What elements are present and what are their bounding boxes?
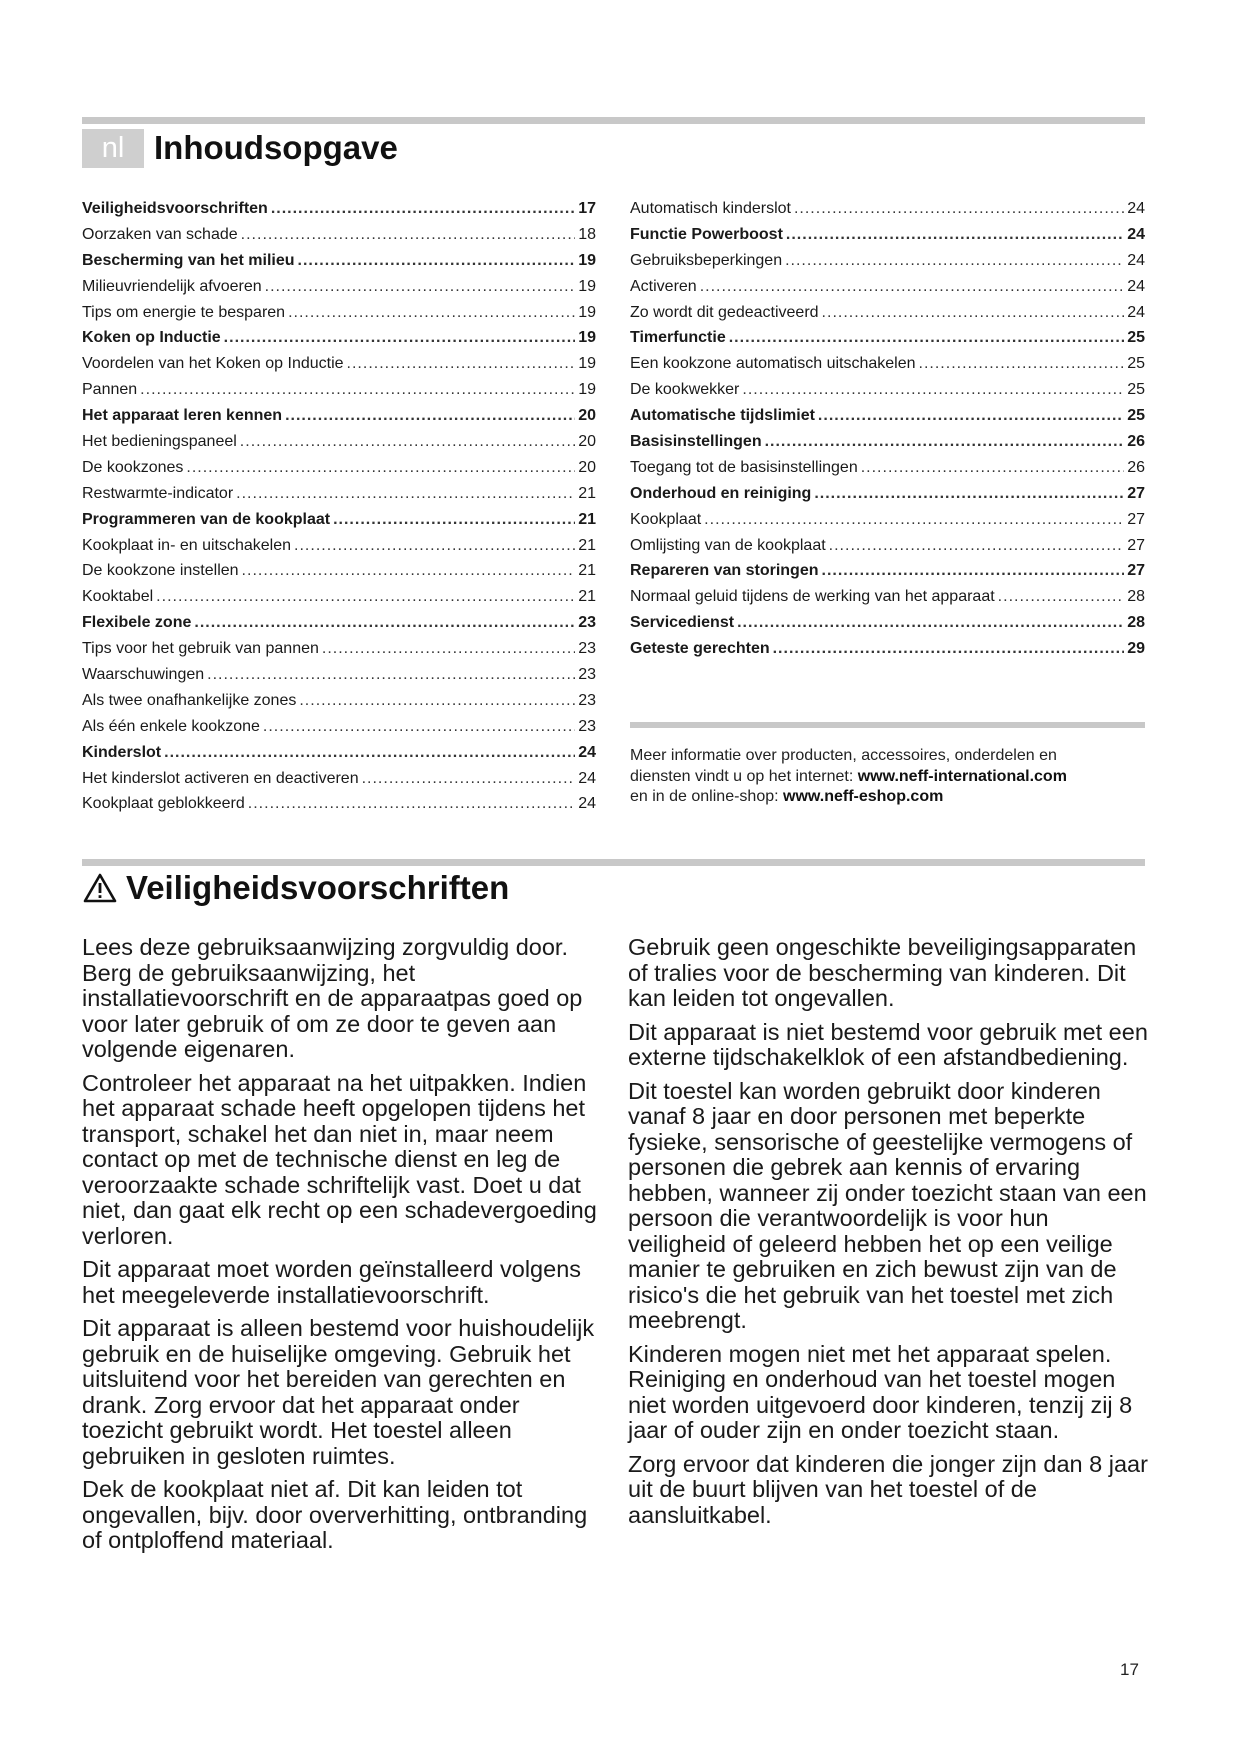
toc-entry[interactable]	[630, 481, 1145, 507]
toc-entry-page: 18	[578, 225, 596, 243]
toc-entry-page: 24	[578, 795, 596, 813]
toc-dot-leader	[794, 196, 1124, 222]
toc-entry-label: Gebruiksbeperkingen	[630, 251, 783, 269]
toc-entry-page: 26	[1127, 458, 1145, 476]
toc-dot-leader	[737, 610, 1124, 636]
toc-entry[interactable]	[82, 196, 596, 222]
toc-entry[interactable]	[630, 325, 1145, 351]
toc-entry[interactable]	[630, 533, 1145, 559]
safety-title: Veiligheidsvoorschriften	[126, 869, 510, 906]
toc-dot-leader	[236, 481, 575, 507]
safety-paragraph: Dit toestel kan worden gebruikt door kinderen vanaf 8 jaar en door personen met beperkte fysieke, sensorische of geestelijke vermogens of personen die gebrek aan kennis of ervaring hebben, wanneer zij onder toezicht staan van een persoon die verantwoordelijk is voor hun veiligheid of geleerd hebben het op een veilige manier te gebruiken en zich bewust zijn van de risico's die het gebruik van het toestel met zich meebrengt.	[628, 1077, 1147, 1333]
toc-entry-page: 17	[578, 200, 596, 217]
toc-entry[interactable]	[82, 688, 596, 714]
toc-dot-leader	[919, 351, 1125, 377]
toc-entry-label: Tips om energie te besparen	[82, 303, 286, 321]
toc-entry-page: 27	[1127, 484, 1145, 502]
toc-entry-page: 21	[578, 536, 596, 554]
toc-entry-label: Milieuvriendelijk afvoeren	[82, 277, 262, 295]
toc-entry[interactable]	[82, 507, 596, 533]
toc-entry[interactable]	[630, 196, 1145, 222]
toc-entry-page: 27	[1127, 562, 1145, 580]
toc-dot-leader	[829, 533, 1125, 559]
toc-entry-page: 25	[1127, 407, 1145, 425]
toc-entry-label: De kookzone instellen	[82, 562, 239, 580]
info-divider	[630, 722, 1145, 728]
toc-dot-leader	[241, 222, 576, 248]
toc-dot-leader	[814, 481, 1124, 507]
toc-entry[interactable]	[82, 481, 596, 507]
top-divider	[82, 117, 1145, 124]
toc-dot-leader	[362, 766, 576, 792]
toc-entry-page: 21	[578, 484, 596, 502]
toc-dot-leader	[271, 196, 575, 222]
toc-dot-leader	[998, 584, 1125, 610]
toc-entry-page: 19	[578, 381, 596, 399]
safety-paragraph: Controleer het apparaat na het uitpakken. Indien het apparaat schade heeft opgelopen tijdens het transport, schakel het dan niet in, maar neem contact op met de technische dienst en leg de veroorzaakte schade schriftelijk vast. Doet u dat niet, dan gaat elk recht op een schadevergoeding verloren.	[82, 1069, 597, 1249]
toc-entry-page: 25	[1127, 355, 1145, 373]
toc-entry-label: Onderhoud en reiniging	[630, 484, 812, 502]
toc-entry[interactable]	[82, 377, 596, 403]
toc-entry-label: Veiligheidsvoorschriften	[82, 200, 268, 217]
toc-entry-page: 23	[578, 691, 596, 709]
toc-entry-label: Kookplaat in- en uitschakelen	[82, 536, 292, 554]
toc-entry-page: 20	[578, 458, 596, 476]
toc-entry[interactable]	[82, 662, 596, 688]
safety-paragraph: Dit apparaat is alleen bestemd voor huishoudelijk gebruik en de huiselijke omgeving. Gebruik het uitsluitend voor het bereiden van gerechten en drank. Zorg ervoor dat het apparaat onder toezicht gebruikt wordt. Het toestel alleen gebruiken in gesloten ruimtes.	[82, 1315, 595, 1469]
safety-paragraph: Lees deze gebruiksaanwijzing zorgvuldig door. Berg de gebruiksaanwijzing, het installatievoorschrift en de apparaatpas goed op voor later gebruik of om ze door te geven aan volgende eigenaren.	[82, 934, 583, 1062]
toc-entry-page: 20	[578, 407, 596, 425]
toc-dot-leader	[288, 300, 575, 326]
toc-entry-label: Normaal geluid tijdens de werking van het apparaat	[630, 588, 995, 606]
toc-entry[interactable]	[630, 377, 1145, 403]
toc-entry-label: Het apparaat leren kennen	[82, 407, 283, 425]
language-tag: nl	[82, 129, 144, 168]
toc-entry[interactable]	[82, 429, 596, 455]
toc-entry[interactable]	[82, 584, 596, 610]
info-line-2	[630, 767, 1150, 788]
toc-dot-leader	[186, 455, 575, 481]
safety-left-column	[82, 935, 602, 1562]
toc-entry-page: 23	[578, 614, 596, 632]
toc-entry-page: 28	[1127, 614, 1145, 632]
toc-dot-leader	[194, 610, 575, 636]
safety-paragraph: Kinderen mogen niet met het apparaat spelen. Reiniging en onderhoud van het toestel mogen niet worden uitgevoerd door kinderen, tenzij zij 8 jaar of ouder zijn en onder toezicht staan.	[628, 1340, 1133, 1443]
toc-dot-leader	[822, 558, 1125, 584]
eshop-link[interactable]: www.neff-eshop.com	[783, 788, 944, 805]
toc-dot-leader	[818, 403, 1124, 429]
safety-heading	[82, 864, 509, 912]
toc-entry[interactable]	[82, 248, 596, 274]
toc-entry-page: 24	[1127, 251, 1145, 269]
toc-dot-leader	[773, 636, 1125, 662]
toc-entry-label: Koken op Inductie	[82, 329, 221, 347]
safety-paragraph: Gebruik geen ongeschikte beveiligingsapparaten of tralies voor de bescherming van kinderen. Dit kan leiden tot ongevallen.	[628, 934, 1137, 1011]
toc-entry[interactable]	[630, 403, 1145, 429]
toc-dot-leader	[294, 533, 575, 559]
toc-entry-page: 19	[578, 251, 596, 269]
toc-entry-label: Toegang tot de basisinstellingen	[630, 458, 858, 476]
info-line-2-text: diensten vindt u op het internet:	[630, 767, 854, 785]
toc-entry-label: Voordelen van het Koken op Inductie	[82, 355, 344, 373]
safety-paragraph: Zorg ervoor dat kinderen die jonger zijn dan 8 jaar uit de buurt blijven van het toestel of de aansluitkabel.	[628, 1450, 1148, 1528]
toc-entry-label: Timerfunctie	[630, 329, 726, 347]
toc-entry[interactable]	[630, 274, 1145, 300]
toc-entry[interactable]	[82, 300, 596, 326]
toc-entry-label: Een kookzone automatisch uitschakelen	[630, 355, 916, 373]
toc-entry[interactable]	[630, 248, 1145, 274]
toc-entry[interactable]	[630, 507, 1145, 533]
toc-entry-page: 24	[1127, 200, 1145, 217]
toc-entry[interactable]	[82, 222, 596, 248]
toc-entry[interactable]	[630, 429, 1145, 455]
toc-entry-label: Bescherming van het milieu	[82, 251, 295, 269]
toc-dot-leader	[140, 377, 575, 403]
toc-right-column	[630, 196, 1145, 662]
toc-entry[interactable]	[630, 351, 1145, 377]
toc-entry-label: Programmeren van de kookplaat	[82, 510, 331, 528]
toc-dot-leader	[729, 325, 1124, 351]
toc-entry-page: 28	[1127, 588, 1145, 606]
toc-entry[interactable]	[630, 300, 1145, 326]
toc-dot-leader	[207, 662, 575, 688]
toc-entry-page: 24	[1127, 225, 1145, 243]
warning-triangle-icon	[82, 872, 118, 904]
toc-dot-leader	[285, 403, 575, 429]
toc-dot-leader	[322, 636, 575, 662]
toc-dot-leader	[248, 791, 575, 817]
info-line-3	[630, 787, 1150, 808]
toc-entry-page: 24	[1127, 303, 1145, 321]
safety-paragraph: Dit apparaat moet worden geïnstalleerd volgens het meegeleverde installatievoorschrift.	[82, 1256, 582, 1308]
toc-entry-label: Tips voor het gebruik van pannen	[82, 640, 319, 658]
toc-entry-page: 27	[1127, 536, 1145, 554]
toc-entry-label: Repareren van storingen	[630, 562, 819, 580]
toc-entry-label: De kookwekker	[630, 381, 740, 399]
toc-entry-page: 21	[578, 510, 596, 528]
toc-entry-label: Als één enkele kookzone	[82, 717, 260, 735]
toc-dot-leader	[333, 507, 575, 533]
toc-entry-label: Servicedienst	[630, 614, 735, 632]
info-line-1: Meer informatie over producten, accessoires, onderdelen en	[630, 747, 1057, 764]
toc-dot-leader	[765, 429, 1125, 455]
toc-entry-page: 25	[1127, 381, 1145, 399]
toc-entry-page: 19	[578, 355, 596, 373]
toc-entry-label: Flexibele zone	[82, 614, 192, 632]
toc-dot-leader	[240, 429, 575, 455]
toc-entry[interactable]	[630, 455, 1145, 481]
toc-dot-leader	[785, 248, 1124, 274]
toc-dot-leader	[298, 248, 576, 274]
toc-entry[interactable]	[82, 610, 596, 636]
website-link[interactable]: www.neff-international.com	[857, 767, 1067, 785]
toc-entry-label: De kookzones	[82, 458, 184, 476]
toc-entry-page: 21	[578, 562, 596, 580]
toc-entry[interactable]	[82, 351, 596, 377]
toc-dot-leader	[822, 300, 1125, 326]
toc-entry[interactable]	[82, 766, 596, 792]
toc-entry-page: 24	[578, 769, 596, 787]
toc-entry[interactable]	[82, 403, 596, 429]
toc-left-column	[82, 196, 596, 817]
toc-entry[interactable]	[630, 584, 1145, 610]
toc-entry-label: Oorzaken van schade	[82, 225, 238, 243]
toc-entry[interactable]	[82, 558, 596, 584]
toc-entry[interactable]	[82, 274, 596, 300]
toc-entry[interactable]	[82, 533, 596, 559]
toc-entry-page: 24	[1127, 277, 1145, 295]
toc-entry-page: 19	[578, 277, 596, 295]
toc-entry[interactable]	[82, 740, 596, 766]
toc-entry[interactable]	[82, 714, 596, 740]
toc-entry-page: 19	[578, 329, 596, 347]
toc-dot-leader	[786, 222, 1124, 248]
toc-entry-page: 24	[578, 743, 596, 761]
toc-entry-label: Kooktabel	[82, 588, 154, 606]
toc-dot-leader	[164, 740, 575, 766]
toc-entry-page: 29	[1127, 640, 1145, 658]
toc-entry-label: Basisinstellingen	[630, 433, 762, 451]
toc-entry-page: 23	[578, 666, 596, 684]
toc-entry-page: 23	[578, 717, 596, 735]
toc-entry[interactable]	[82, 455, 596, 481]
safety-right-column	[628, 935, 1148, 1536]
toc-entry-label: Kookplaat geblokkeerd	[82, 795, 245, 813]
info-line-3-text: en in de online-shop:	[630, 788, 779, 805]
toc-entry[interactable]	[630, 558, 1145, 584]
toc-entry-label: Activeren	[630, 277, 697, 295]
toc-dot-leader	[242, 558, 576, 584]
toc-entry-label: Restwarmte-indicator	[82, 484, 234, 502]
toc-entry-page: 21	[578, 588, 596, 606]
toc-entry-label: Automatische tijdslimiet	[630, 407, 815, 425]
toc-entry-label: Pannen	[82, 381, 138, 399]
toc-entry-label: Functie Powerboost	[630, 225, 783, 243]
toc-entry-label: Het bedieningspaneel	[82, 433, 237, 451]
toc-entry-page: 25	[1127, 329, 1145, 347]
toc-entry-label: Als twee onafhankelijke zones	[82, 691, 297, 709]
safety-paragraph: Dit apparaat is niet bestemd voor gebruik met een externe tijdschakelklok of een afstandbediening.	[628, 1018, 1148, 1070]
toc-entry-label: Kookplaat	[630, 510, 702, 528]
toc-entry-page: 20	[578, 433, 596, 451]
toc-entry-label: Geteste gerechten	[630, 640, 770, 658]
toc-dot-leader	[265, 274, 576, 300]
toc-dot-leader	[224, 325, 576, 351]
toc-entry[interactable]	[82, 636, 596, 662]
toc-entry-page: 27	[1127, 510, 1145, 528]
toc-entry-page: 26	[1127, 433, 1145, 451]
page-number: 17	[1120, 1660, 1139, 1679]
toc-entry[interactable]	[630, 610, 1145, 636]
toc-entry-label: Zo wordt dit gedeactiveerd	[630, 303, 819, 321]
toc-dot-leader	[263, 714, 575, 740]
toc-entry-page: 23	[578, 640, 596, 658]
toc-entry[interactable]	[630, 222, 1145, 248]
toc-dot-leader	[156, 584, 575, 610]
toc-dot-leader	[742, 377, 1124, 403]
toc-dot-leader	[861, 455, 1124, 481]
toc-entry-label: Waarschuwingen	[82, 666, 205, 684]
toc-title: Inhoudsopgave	[154, 129, 398, 166]
toc-dot-leader	[299, 688, 575, 714]
toc-entry-label: Automatisch kinderslot	[630, 200, 791, 217]
toc-entry-label: Omlijsting van de kookplaat	[630, 536, 826, 554]
info-block	[630, 746, 1150, 808]
toc-entry[interactable]	[82, 325, 596, 351]
toc-entry[interactable]	[630, 636, 1145, 662]
toc-entry-page: 19	[578, 303, 596, 321]
toc-entry-label: Het kinderslot activeren en deactiveren	[82, 769, 359, 787]
toc-entry[interactable]	[82, 791, 596, 817]
toc-dot-leader	[704, 507, 1124, 533]
toc-dot-leader	[347, 351, 576, 377]
safety-paragraph: Dek de kookplaat niet af. Dit kan leiden tot ongevallen, bijv. door oververhitting, ontbranding of ontploffend materiaal.	[82, 1476, 588, 1553]
toc-dot-leader	[700, 274, 1125, 300]
toc-entry-label: Kinderslot	[82, 743, 162, 761]
